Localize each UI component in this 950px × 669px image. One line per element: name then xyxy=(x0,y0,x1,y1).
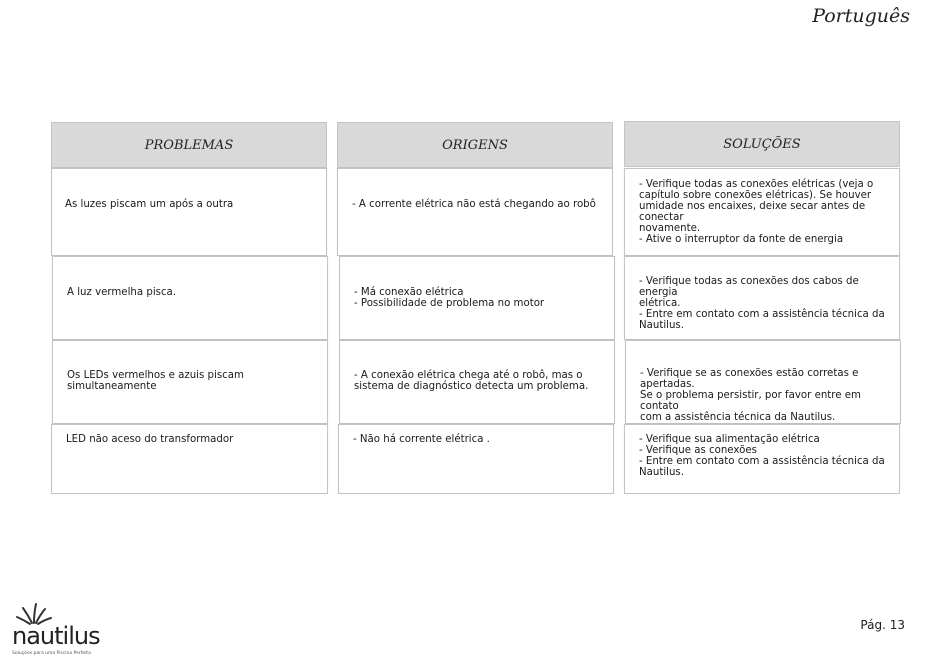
nautilus-logo xyxy=(12,601,102,659)
problem-text: Os LEDs vermelhos e azuis piscam simultaneamente xyxy=(67,370,244,392)
solution-text: - Verifique sua alimentação elétrica - Verifique as conexões - Entre em contato com a assistência técnica da Nautilus. xyxy=(639,434,885,478)
page-number: Pág. 13 xyxy=(860,618,905,632)
header-solucoes: SOLUÇÕES xyxy=(624,121,900,167)
problem-text: A luz vermelha pisca. xyxy=(67,287,177,298)
solution-cell-4 xyxy=(624,424,900,494)
solution-text: - Verifique todas as conexões dos cabos de energia elétrica. - Entre em contato com a assistência técnica da Nautilus. xyxy=(639,276,885,331)
solution-cell-2 xyxy=(624,256,900,340)
language-label: Português xyxy=(812,5,910,27)
header-problemas: PROBLEMAS xyxy=(51,122,327,168)
solution-cell-1 xyxy=(624,168,900,256)
problem-cell-1 xyxy=(51,168,327,256)
origin-text: - Má conexão elétrica - Possibilidade de problema no motor xyxy=(354,287,545,309)
brand-name: nautilus xyxy=(12,622,100,650)
origin-cell-4 xyxy=(338,424,614,494)
problem-cell-4 xyxy=(51,424,328,494)
solution-text: - Verifique se as conexões estão corretas e apertadas. Se o problema persistir, por favor entre em contato com a assistência técnica da Nautilus. xyxy=(640,368,861,423)
origin-cell-1 xyxy=(337,168,613,256)
origin-text: - Não há corrente elétrica . xyxy=(353,434,490,445)
solution-cell-3 xyxy=(625,340,901,424)
problem-cell-3 xyxy=(52,340,328,424)
origin-text: - A corrente elétrica não está chegando ao robô xyxy=(352,199,596,210)
solution-text: - Verifique todas as conexões elétricas (veja o capítulo sobre conexões elétricas). Se houver umidade nos encaixes, deixe secar antes de conectar novamente. - Ative o interruptor da fonte de energia xyxy=(639,179,874,245)
problem-text: LED não aceso do transformador xyxy=(66,434,234,445)
header-origens: ORIGENS xyxy=(337,122,613,168)
origin-cell-3 xyxy=(339,340,615,424)
origin-cell-2 xyxy=(339,256,615,340)
origin-text: - A conexão elétrica chega até o robô, mas o sistema de diagnóstico detecta um problema. xyxy=(354,370,589,392)
problem-text: As luzes piscam um após a outra xyxy=(65,199,234,210)
brand-tagline: Soluções para uma Piscina Perfeita xyxy=(12,651,91,656)
problem-cell-2 xyxy=(52,256,328,340)
